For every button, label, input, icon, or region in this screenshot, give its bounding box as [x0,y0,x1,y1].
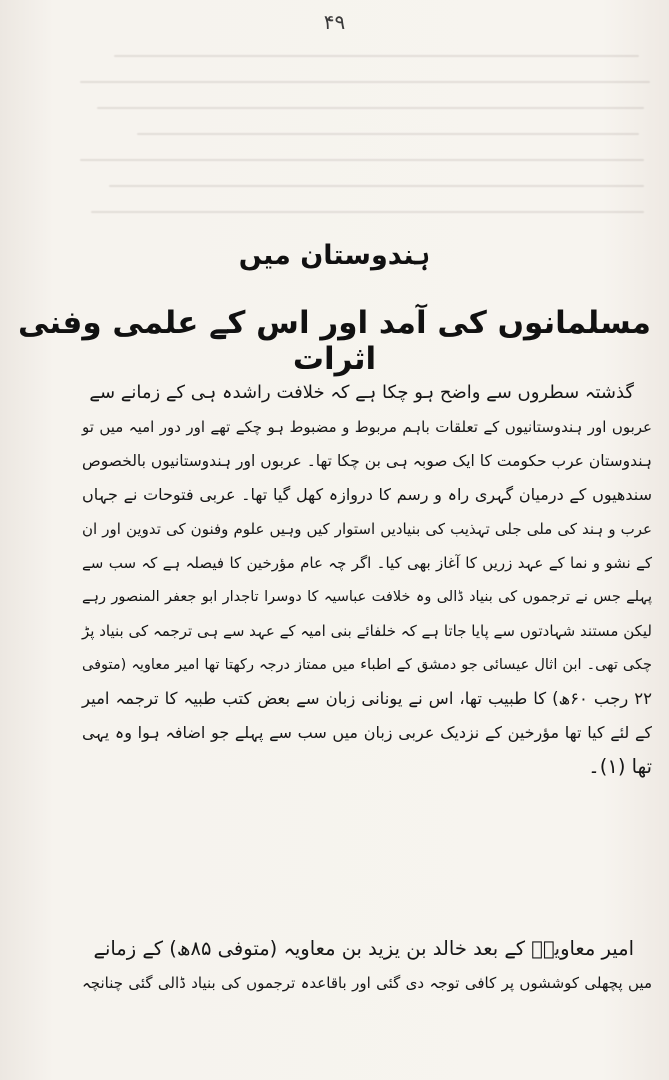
text-line: گذشتہ سطروں سے واضح ہو چکا ہے کہ خلافت راشدہ ہی کے زمانے سے [89,382,634,403]
text-line: سندھیوں کے درمیان گہری راہ و رسم کا دروازہ کھل گیا تھا۔ عربی فتوحات نے جہاں [82,485,652,504]
text-line: عرب و ہند کی ملی جلی تہذیب کی بنیادیں استوار کیں وہیں علوم وفنون کی تدوین اور ان [82,520,652,538]
text-line: چکی تھی۔ ابن اثال عیسائی جو دمشق کے اطباء میں ممتاز درجہ رکھتا تھا امیر معاویہ (متوفی [82,657,652,673]
chapter-title-line-2: مسلمانوں کی آمد اور اس کے علمی وفنی اثرات [18,305,651,377]
text-line: امیر معاویہؓ کے بعد خالد بن یزید بن معاویہ (متوفی ۸۵ھ) کے زمانے [93,937,634,960]
text-line: میں پچھلی کوششوں پر کافی توجہ دی گئی اور باقاعدہ ترجموں کی بنیاد ڈالی گئی چنانچہ [82,974,652,992]
text-line: لیکن مستند شہادتوں سے پایا جاتا ہے کہ خلفائے بنی امیہ کے عہد سے ہی ترجمہ کی بنیاد پڑ [82,622,652,640]
chapter-title-line-1: ہندوستان میں [238,240,431,271]
text-line: ۲۲ رجب ۶۰ھ) کا طبیب تھا، اس نے یونانی زبان سے بعض کتب طبیہ کا ترجمہ امیر [82,689,652,708]
text-line: تھا (۱)۔ [588,755,652,778]
text-line: کے نشو و نما کے عہد زریں کا آغاز بھی کیا۔ اگر چہ عام مؤرخین کا فیصلہ ہے کہ سب سے [82,554,652,572]
paragraph-2 [82,932,652,1000]
paragraph-1 [82,376,652,784]
text-line: ہندوستان عرب حکومت کا ایک صوبہ ہی بن چکا تھا۔ عربوں اور ہندوستانیوں بالخصوص [82,452,652,470]
page-number: ۴۹ [323,10,346,34]
text-line: عربوں اور ہندوستانیوں کے تعلقات باہم مربوط و مضبوط ہو چکے تھے اور دور امیہ میں تو [82,418,652,436]
text-line: پہلے جس نے ترجموں کی بنیاد ڈالی وہ خلافت عباسیہ کا دوسرا تاجدار ابو جعفر المنصور رہے [82,589,652,605]
text-line: کے لئے کیا تھا مؤرخین کے نزدیک عربی زبان میں سب سے پہلے جو اضافہ ہوا وہ یہی [82,723,652,742]
